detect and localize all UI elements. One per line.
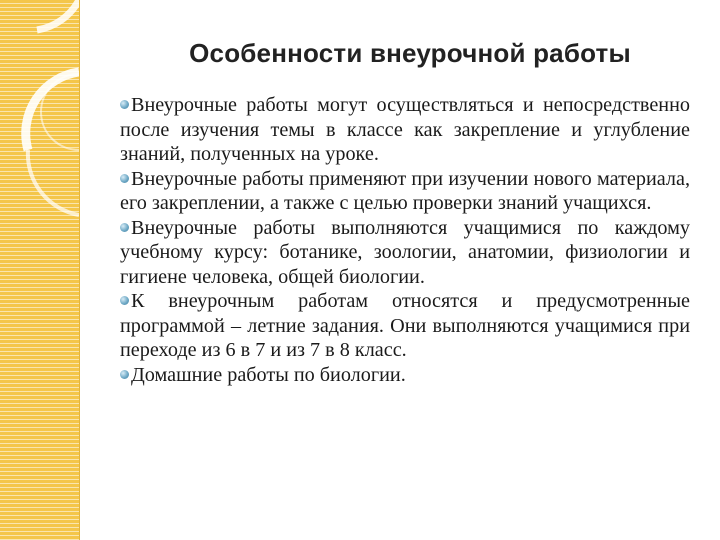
bullet-item bbox=[120, 289, 690, 363]
bullet-dot-icon bbox=[120, 296, 129, 305]
bullet-dot-icon bbox=[120, 223, 129, 232]
decorative-side-band bbox=[0, 0, 79, 540]
bullet-text: К внеурочным работам относятся и предусмотренные программой – летние задания. Они выполняются учащимися при переходе из 6 в 7 и из 7 в 8 класс. bbox=[120, 290, 690, 361]
bullet-list bbox=[120, 93, 690, 387]
circle-arcs-decoration bbox=[0, 0, 79, 540]
bullet-item bbox=[120, 167, 690, 216]
slide-title: Особенности внеурочной работы bbox=[189, 38, 631, 68]
bullet-dot-icon bbox=[120, 174, 129, 183]
bullet-item bbox=[120, 216, 690, 290]
bullet-dot-icon bbox=[120, 100, 129, 109]
bullet-text: Внеурочные работы выполняются учащимися по каждому учебному курсу: ботанике, зоологии, анатомии, физиологии и гигиене человека, общей биологии. bbox=[120, 216, 690, 288]
bullet-text: Внеурочные работы могут осуществляться и непосредственно после изучения темы в классе как закрепление и углубление знаний, полученных на уроке. bbox=[120, 94, 690, 165]
bullet-text: Домашние работы по биологии. bbox=[131, 363, 406, 386]
bullet-dot-icon bbox=[120, 370, 129, 379]
bullet-text: Внеурочные работы применяют при изучении нового материала, его закреплении, а также с целью проверки знаний учащихся. bbox=[120, 167, 690, 214]
bullet-item bbox=[120, 363, 690, 388]
side-band-edge bbox=[79, 0, 80, 540]
bullet-item bbox=[120, 93, 690, 167]
